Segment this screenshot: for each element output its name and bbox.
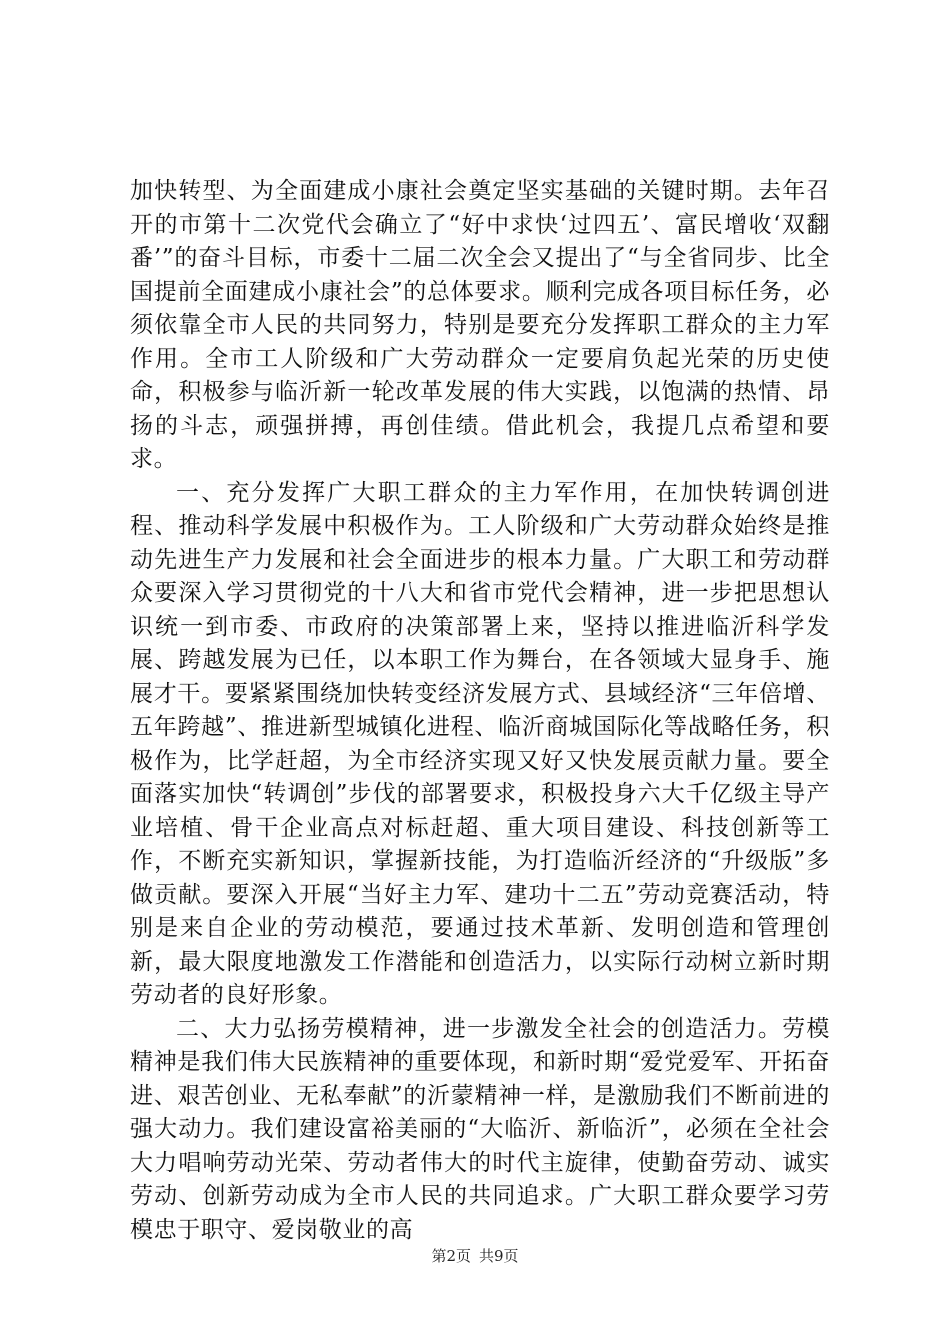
paragraph-intro: 加快转型、为全面建成小康社会奠定坚实基础的关键时期。去年召开的市第十二次党代会确立了“好中求快‘过四五’、富民增收‘双翻番’”的奋斗目标，市委十二届二次全会又提出了“与全省同步、比全国提前全面建成小康社会”的总体要求。顺利完成各项目标任务，必须依靠全市人民的共同努力，特别是要充分发挥职工群众的主力军作用。全市工人阶级和广大劳动群众一定要肩负起光荣的历史使命，积极参与临沂新一轮改革发展的伟大实践，以饱满的热情、昂扬的斗志，顽强拼搏，再创佳绩。借此机会，我提几点希望和要求。 — [130, 178, 830, 472]
page-number: 第2页 — [431, 1247, 471, 1265]
page-footer — [0, 1245, 950, 1266]
paragraph-section-two: 二、大力弘扬劳模精神，进一步激发全社会的创造活力。劳模精神是我们伟大民族精神的重要体现，和新时期“爱党爱军、开拓奋进、艰苦创业、无私奉献”的沂蒙精神一样，是激励我们不断前进的强大动力。我们建设富裕美丽的“大临沂、新临沂”，必须在全社会大力唱响劳动光荣、劳动者伟大的时代主旋律，使勤奋劳动、诚实劳动、创新劳动成为全市人民的共同追求。广大职工群众要学习劳模忠于职守、爱岗敬业的高 — [130, 1015, 830, 1243]
page-total: 共9页 — [479, 1247, 519, 1265]
paragraph-section-one: 一、充分发挥广大职工群众的主力军作用，在加快转调创进程、推动科学发展中积极作为。工人阶级和广大劳动群众始终是推动先进生产力发展和社会全面进步的根本力量。广大职工和劳动群众要深入学习贯彻党的十八大和省市党代会精神，进一步把思想认识统一到市委、市政府的决策部署上来，坚持以推进临沂科学发展、跨越发展为已任，以本职工作为舞台，在各领域大显身手、施展才干。要紧紧围绕加快转变经济发展方式、县域经济“三年倍增、五年跨越”、推进新型城镇化进程、临沂商城国际化等战略任务，积极作为，比学赶超，为全市经济实现又好又快发展贡献力量。要全面落实加快“转调创”步伐的部署要求，积极投身六大千亿级主导产业培植、骨干企业高点对标赶超、重大项目建设、科技创新等工作，不断充实新知识，掌握新技能，为打造临沂经济的“升级版”多做贡献。要深入开展“当好主力军、建功十二五”劳动竞赛活动，特别是来自企业的劳动模范，要通过技术革新、发明创造和管理创新，最大限度地激发工作潜能和创造活力，以实际行动树立新时期劳动者的良好形象。 — [130, 479, 830, 1008]
document-body — [130, 175, 830, 1247]
